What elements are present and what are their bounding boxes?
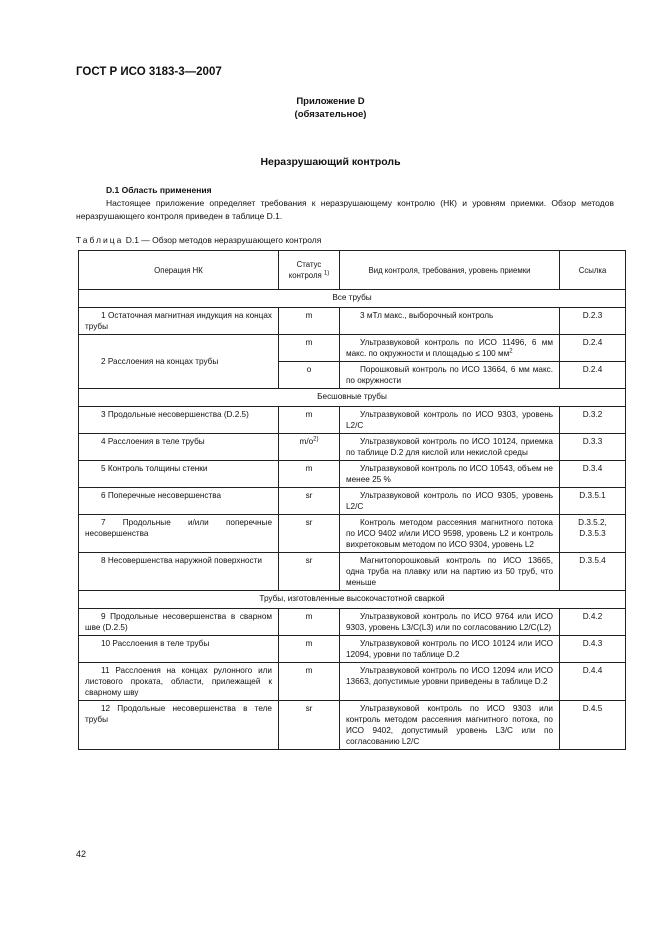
table-row [79, 335, 626, 362]
ndt-table [78, 250, 626, 750]
table-row [79, 636, 626, 663]
cell-status: m [279, 461, 340, 488]
header-status-note: 1) [323, 270, 330, 277]
table-caption [76, 235, 321, 245]
cell-operation: 8 Несовершенства наружной поверхности [79, 553, 279, 591]
header-status [279, 251, 340, 290]
cell-method: Ультразвуковой контроль по ИСО 9305, уровень L2/C [340, 488, 560, 515]
group-hf-welded: Трубы, изготовленные высокочастотной сваркой [79, 591, 626, 609]
cell-ref: D.3.5.2, D.3.5.3 [560, 515, 626, 553]
header-method: Вид контроля, требования, уровень приемки [340, 251, 560, 290]
cell-status: m [279, 308, 340, 335]
cell-status: sr [279, 701, 340, 750]
cell-method-sup: 2 [509, 348, 513, 355]
table-caption-label: Таблица [76, 235, 124, 245]
cell-ref: D.2.3 [560, 308, 626, 335]
cell-status [279, 434, 340, 461]
cell-operation: 12 Продольные несовершенства в теле трубы [79, 701, 279, 750]
cell-ref: D.4.4 [560, 663, 626, 701]
document-header: ГОСТ Р ИСО 3183-3—2007 [76, 66, 222, 78]
cell-ref: D.4.5 [560, 701, 626, 750]
cell-method: Магнитопорошковый контроль по ИСО 13665, одна труба на плавку или на партию из 50 труб, что меньше [340, 553, 560, 591]
cell-operation: 1 Остаточная магнитная индукция на концах трубы [79, 308, 279, 335]
cell-method-text: Ультразвуковой контроль по ИСО 11496, 6 мм макс. по окружности и площадью ≤ 100 мм [346, 338, 553, 358]
cell-method: Порошковый контроль по ИСО 13664, 6 мм макс. по окружности [340, 362, 560, 389]
cell-status-text: m/o [299, 437, 314, 446]
intro-paragraph: Настоящее приложение определяет требования к неразрушающему контролю (НК) и уровням приемки. Обзор методов неразрушающего контроля приведен в таблице D.1. [76, 198, 614, 221]
table-row [79, 663, 626, 701]
cell-method: Ультразвуковой контроль по ИСО 12094 или ИСО 13663, допустимые уровни приведены в таблице D.2 [340, 663, 560, 701]
table-row [79, 308, 626, 335]
group-all-pipes: Все трубы [79, 290, 626, 308]
cell-operation: 6 Поперечные несовершенства [79, 488, 279, 515]
cell-status: m [279, 636, 340, 663]
table-row [79, 461, 626, 488]
cell-status: m [279, 335, 340, 362]
cell-status: m [279, 663, 340, 701]
header-status-label: Статус контроля [288, 260, 322, 280]
cell-operation: 4 Расслоения в теле трубы [79, 434, 279, 461]
cell-operation: 5 Контроль толщины стенки [79, 461, 279, 488]
cell-ref: D.3.2 [560, 407, 626, 434]
appendix-title: Приложение D [296, 96, 365, 107]
table-caption-text: D.1 — Обзор методов неразрушающего контроля [123, 235, 322, 245]
cell-method: Ультразвуковой контроль по ИСО 9303, уровень L2/C [340, 407, 560, 434]
cell-ref: D.4.2 [560, 609, 626, 636]
cell-ref: D.3.5.4 [560, 553, 626, 591]
page-number: 42 [76, 849, 87, 859]
cell-method: Ультразвуковой контроль по ИСО 10124 или ИСО 12094, уровни по таблице D.2 [340, 636, 560, 663]
appendix-status: (обязательное) [294, 109, 367, 120]
cell-status: o [279, 362, 340, 389]
section-title: Неразрушающий контроль [260, 156, 401, 168]
table-row [79, 515, 626, 553]
table-row [79, 407, 626, 434]
cell-ref: D.3.3 [560, 434, 626, 461]
group-row [79, 290, 626, 308]
cell-method: Ультразвуковой контроль по ИСО 9303 или контроль методом рассеяния магнитного потока, по ИСО 9402, допустимый уровень L3/C или по согласованию L2/C [340, 701, 560, 750]
group-row [79, 389, 626, 407]
cell-ref: D.2.4 [560, 362, 626, 389]
table-header-row [79, 251, 626, 290]
cell-operation: 9 Продольные несовершенства в сварном шве (D.2.5) [79, 609, 279, 636]
table-row [79, 434, 626, 461]
cell-status: sr [279, 515, 340, 553]
cell-method: Ультразвуковой контроль по ИСО 10124, приемка по таблице D.2 для кислой или некислой среды [340, 434, 560, 461]
cell-operation: 3 Продольные несовершенства (D.2.5) [79, 407, 279, 434]
cell-status: sr [279, 553, 340, 591]
table-row [79, 488, 626, 515]
table-row [79, 609, 626, 636]
cell-operation: 11 Расслоения на концах рулонного или листового проката, области, прилежащей к сварному шву [79, 663, 279, 701]
group-seamless: Бесшовные трубы [79, 389, 626, 407]
cell-status: sr [279, 488, 340, 515]
cell-status-sup: 2) [313, 436, 319, 443]
cell-method: Ультразвуковой контроль по ИСО 10543, объем не менее 25 % [340, 461, 560, 488]
subsection-title: D.1 Область применения [106, 185, 212, 195]
cell-ref: D.3.4 [560, 461, 626, 488]
cell-method: Контроль методом рассеяния магнитного потока по ИСО 9402 и/или ИСО 9598, уровень L2 и контроль вихретоковым методом по ИСО 9304, уровень L2 [340, 515, 560, 553]
group-row [79, 591, 626, 609]
cell-status: m [279, 609, 340, 636]
cell-method: Ультразвуковой контроль по ИСО 9764 или ИСО 9303, уровень L3/C(L3) или по согласованию L2/C(L2) [340, 609, 560, 636]
cell-operation: 10 Расслоения в теле трубы [79, 636, 279, 663]
header-ref: Ссылка [560, 251, 626, 290]
cell-ref: D.4.3 [560, 636, 626, 663]
cell-method: 3 мТл макс., выборочный контроль [340, 308, 560, 335]
cell-method [340, 335, 560, 362]
cell-ref: D.3.5.1 [560, 488, 626, 515]
header-operation: Операция НК [79, 251, 279, 290]
table-row [79, 553, 626, 591]
table-row [79, 701, 626, 750]
cell-status: m [279, 407, 340, 434]
cell-operation: 7 Продольные и/или поперечные несовершенства [79, 515, 279, 553]
cell-operation: 2 Расслоения на концах трубы [79, 335, 279, 389]
cell-ref: D.2.4 [560, 335, 626, 362]
